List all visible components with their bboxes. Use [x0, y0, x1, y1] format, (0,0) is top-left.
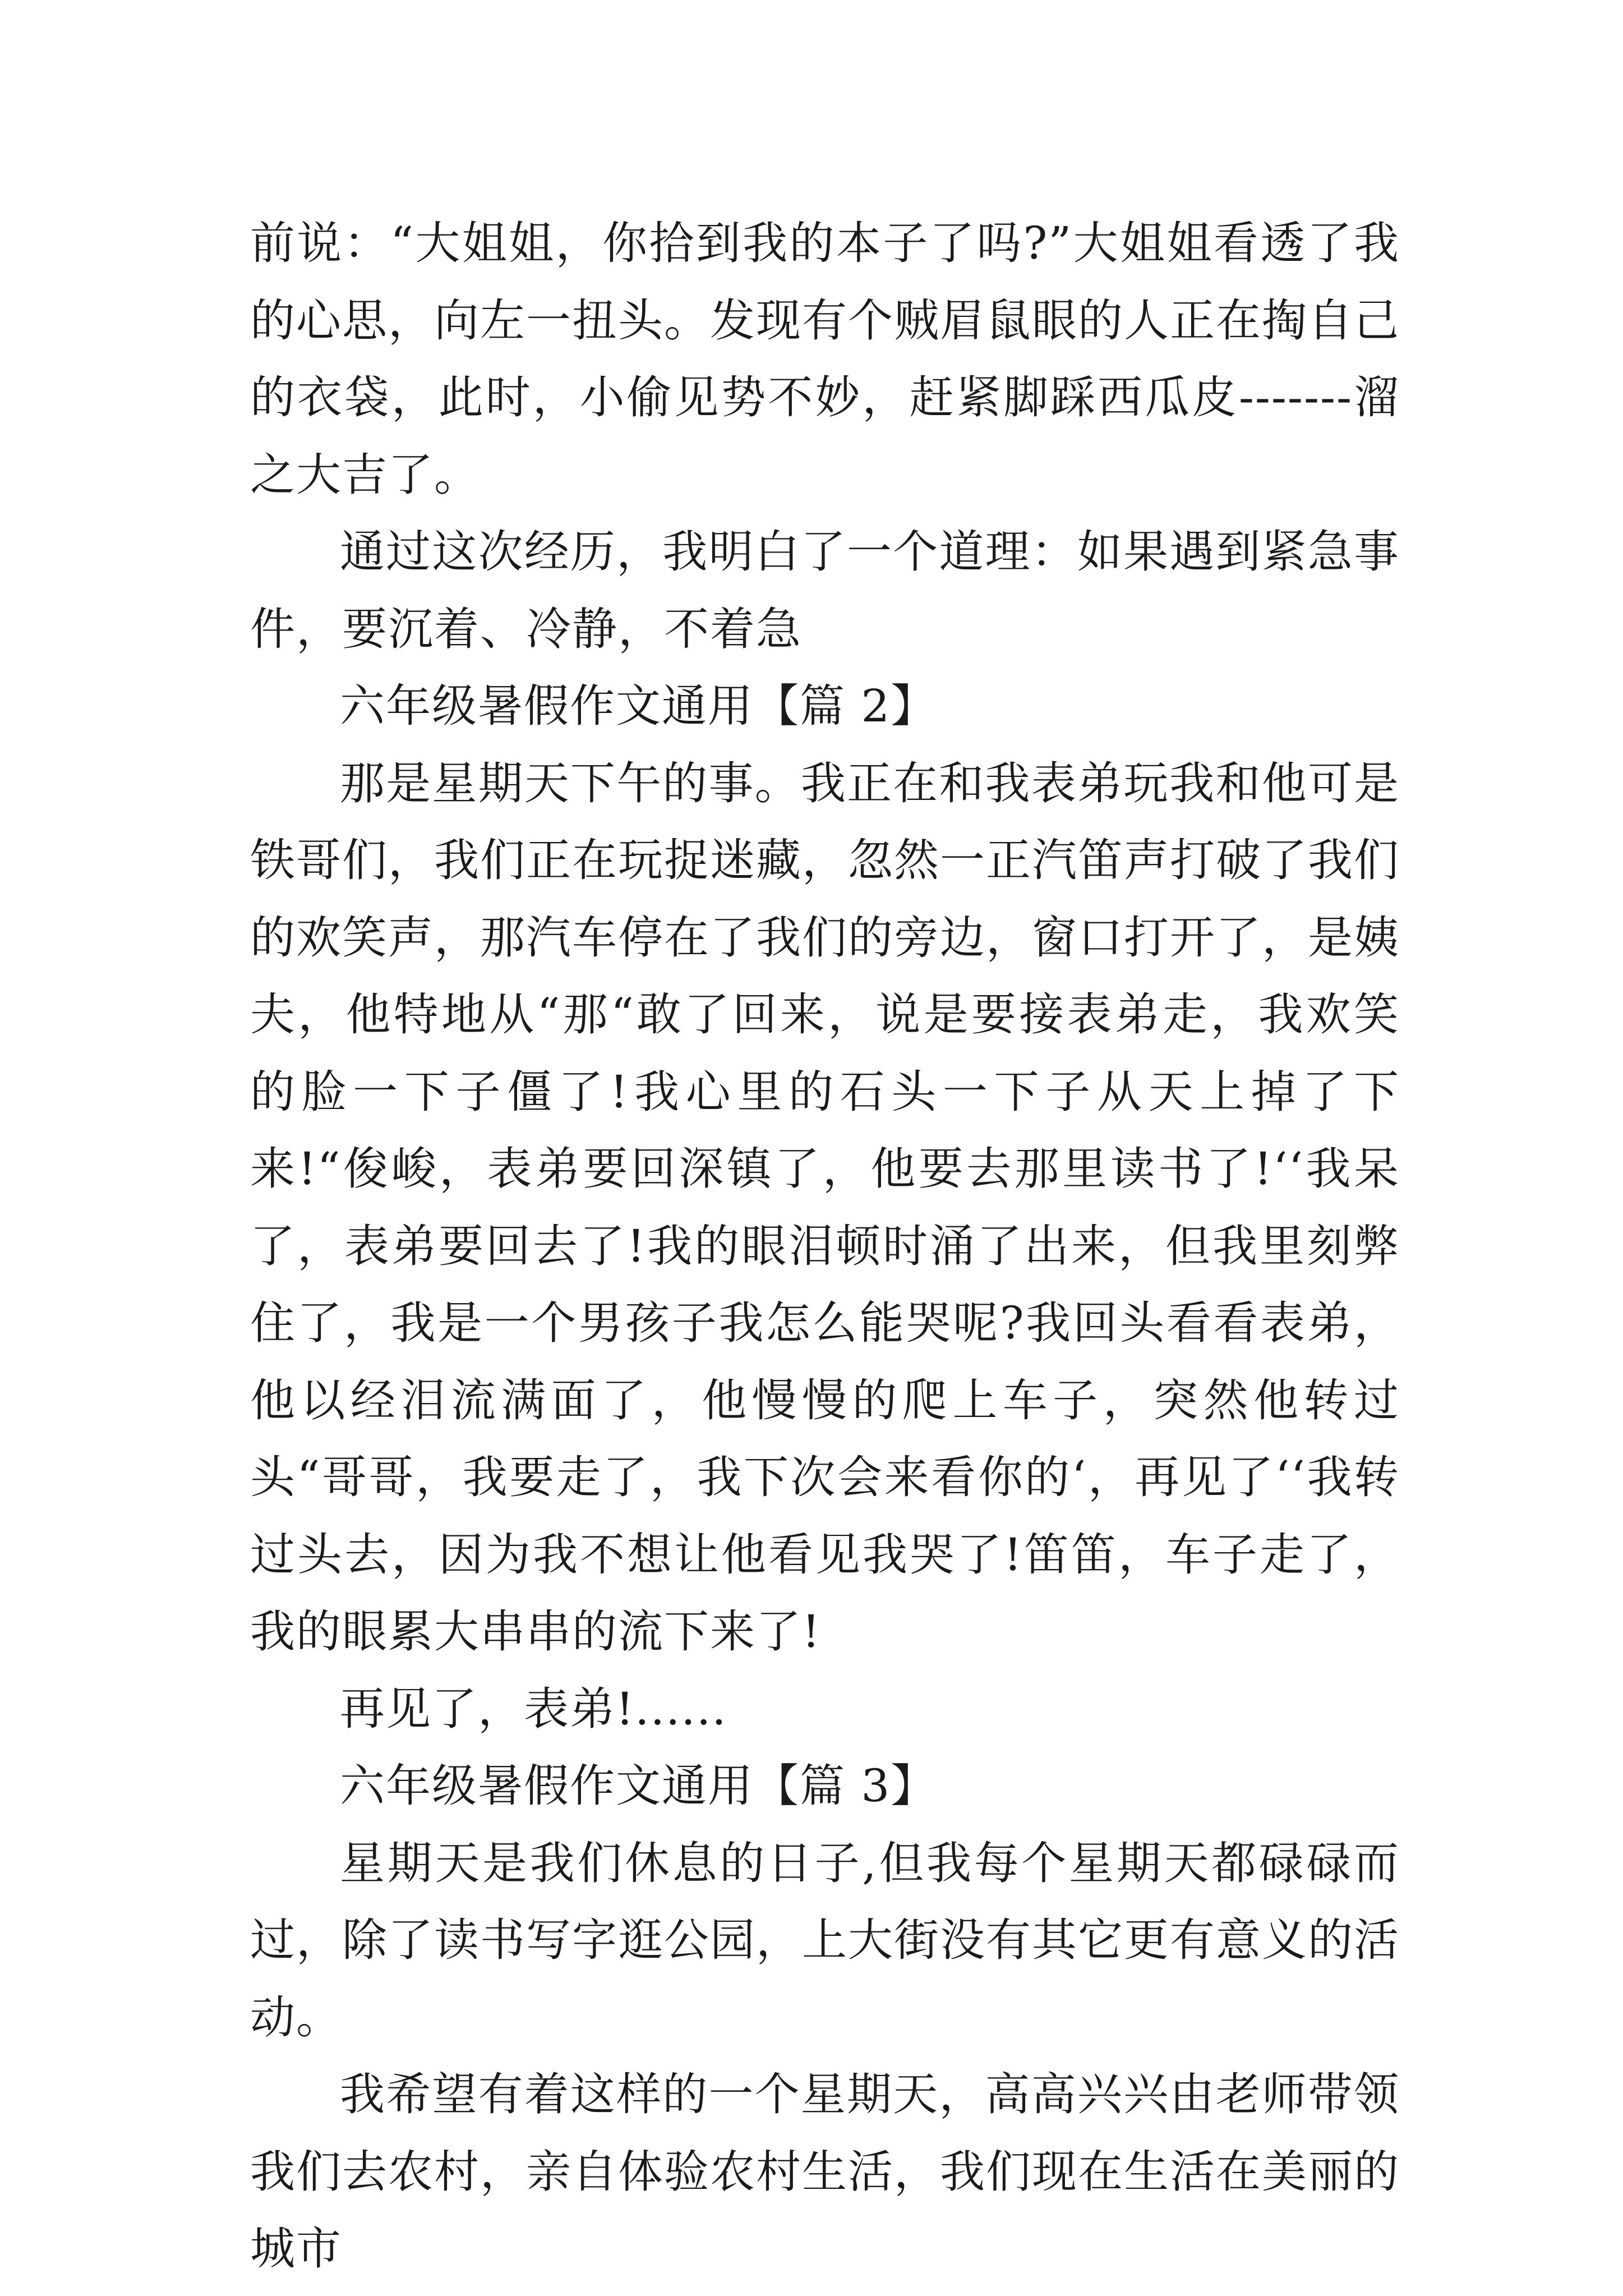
section-heading-2: 六年级暑假作文通用【篇 2】 — [340, 680, 937, 732]
paragraph-sunday: 星期天是我们休息的日子,但我每个星期天都碌碌而过，除了读书写字逛公园，上大街没有其它更有意义的活动。 — [250, 1837, 1400, 2044]
paragraph-continuation: 前说：“大姐姐，你拾到我的本子了吗?”大姐姐看透了我的心思，向左一扭头。发现有个贼眉鼠眼的人正在掏自己的衣袋，此时，小偷见势不妙，赶紧脚踩西瓜皮-------溜之大吉了。 — [250, 217, 1400, 501]
paragraph-farewell: 再见了，表弟!...... — [340, 1682, 727, 1735]
section-heading-3: 六年级暑假作文通用【篇 3】 — [340, 1760, 937, 1812]
document-body — [250, 205, 1400, 2288]
paragraph-lesson: 通过这次经历，我明白了一个道理：如果遇到紧急事件，要沉着、冷静，不着急 — [250, 526, 1400, 655]
paragraph-wish: 我希望有着这样的一个星期天，高高兴兴由老师带领我们去农村，亲自体验农村生活，我们现在生活在美丽的城市 — [250, 2068, 1400, 2275]
paragraph-story-2: 那是星期天下午的事。我正在和我表弟玩我和他可是铁哥们，我们正在玩捉迷藏，忽然一正汽笛声打破了我们的欢笑声，那汽车停在了我们的旁边，窗口打开了，是姨夫，他特地从“那“敢了回来，说是要接表弟走，我欢笑的脸一下子僵了!我心里的石头一下子从天上掉了下来!“俊峻，表弟要回深镇了，他要去那里读书了!‘‘我呆了，表弟要回去了!我的眼泪顿时涌了出来，但我里刻弊住了，我是一个男孩子我怎么能哭呢?我回头看看表弟，他以经泪流满面了，他慢慢的爬上车子，突然他转过头“哥哥，我要走了，我下次会来看你的‘，再见了‘‘我转过头去，因为我不想让他看见我哭了!笛笛，车子走了，我的眼累大串串的流下来了! — [250, 757, 1400, 1658]
